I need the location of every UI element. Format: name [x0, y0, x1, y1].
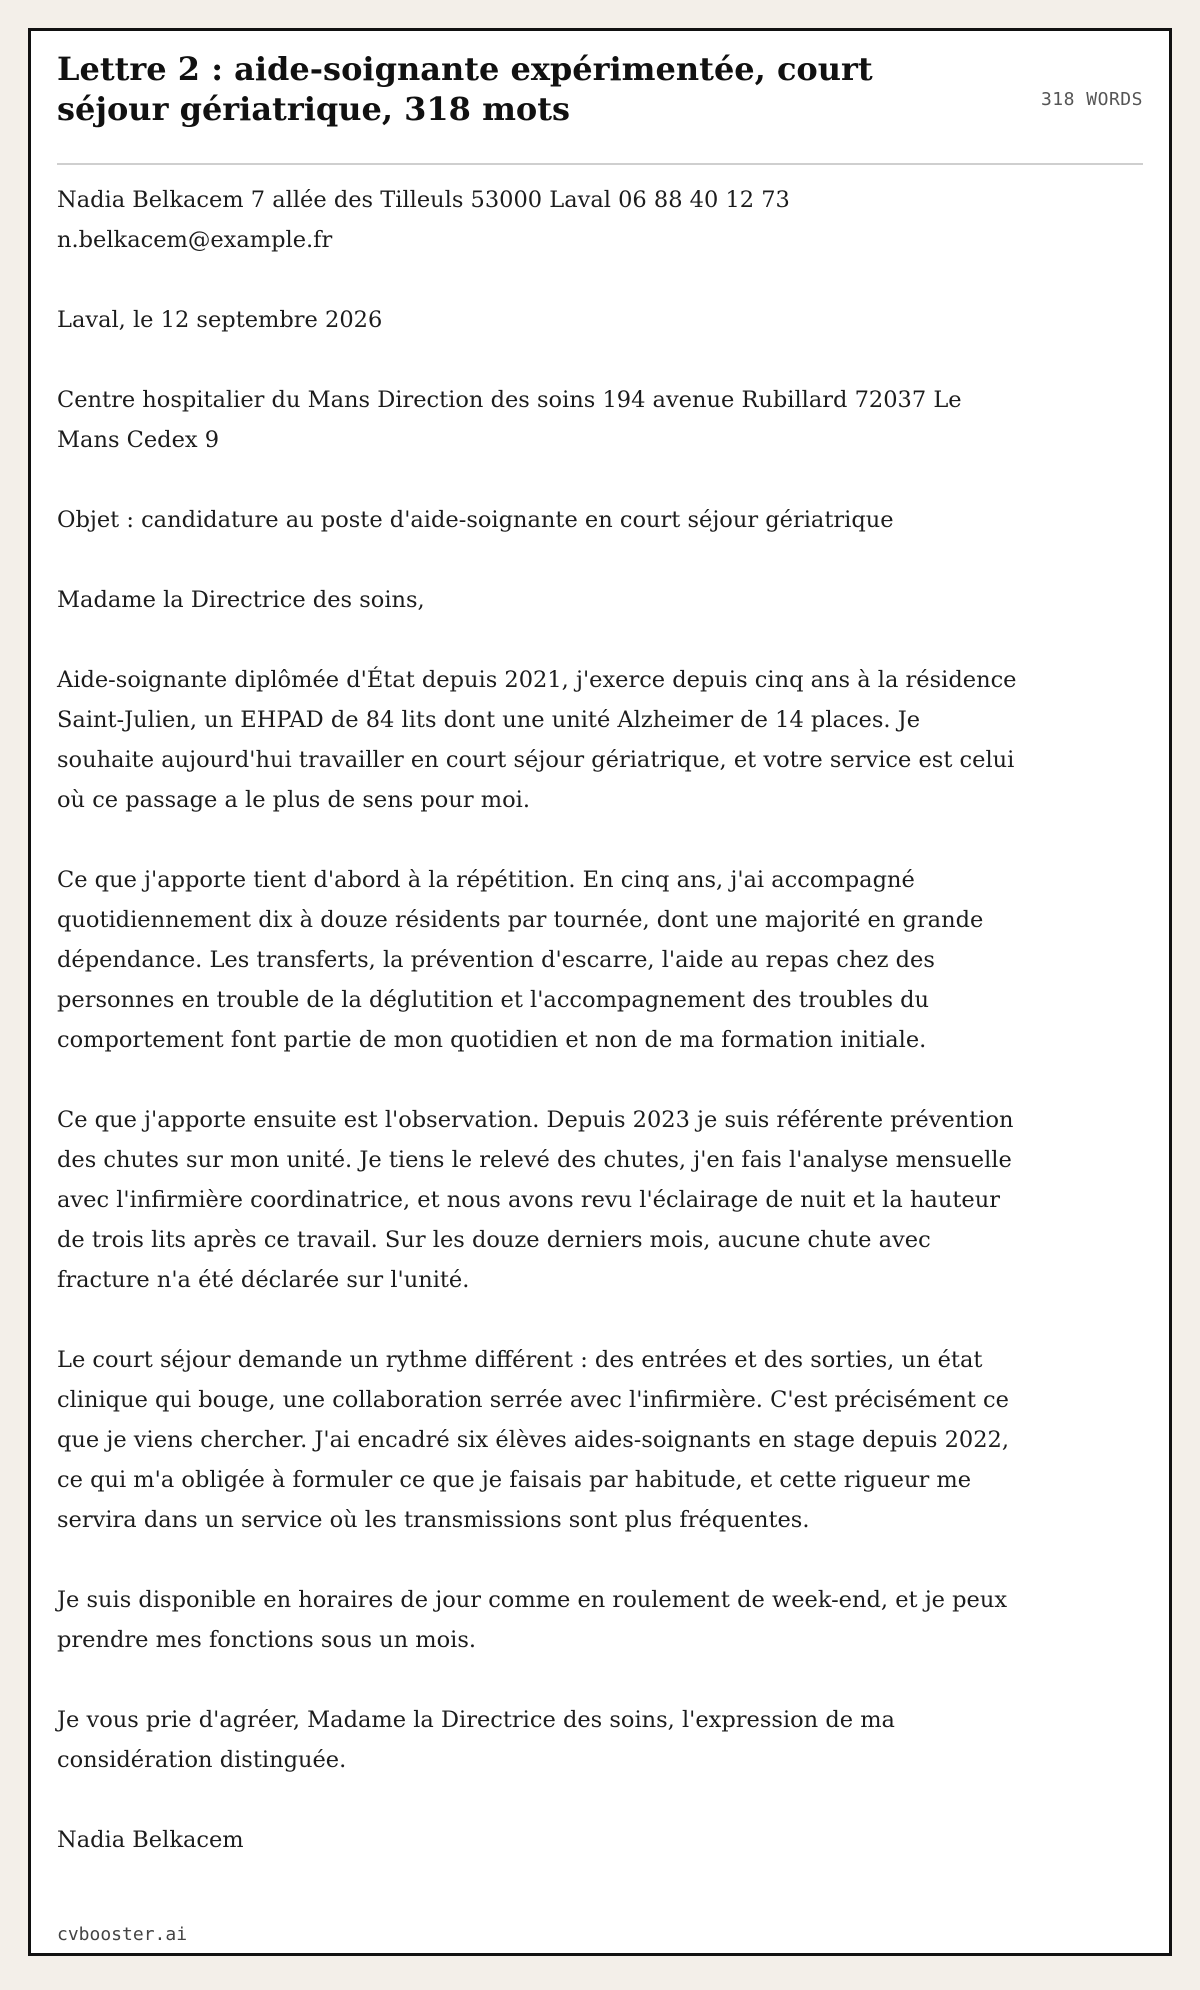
- subject-line: Objet : candidature au poste d'aide-soignante en court séjour gériatrique: [57, 507, 894, 533]
- letter-header: [57, 49, 1143, 165]
- body-paragraph-5: Je suis disponible en horaires de jour comme en roulement de week-end, et je peux prendre mes fonctions sous un mois.: [57, 1587, 1008, 1653]
- closing-formula: Je vous prie d'agréer, Madame la Directrice des soins, l'expression de ma considération distinguée.: [57, 1707, 895, 1773]
- letter-card: [28, 28, 1172, 1956]
- body-paragraph-4: Le court séjour demande un rythme différent : des entrées et des sorties, un état clinique qui bouge, une collaboration serrée avec l'infirmière. C'est précisément ce que je viens chercher. J'ai encadré six élèves aides-soignants en stage depuis 2022, ce qui m'a obligée à formuler ce que je faisais par habitude, et cette rigueur me servira dans un service où les transmissions sont plus fréquentes.: [57, 1347, 1009, 1533]
- footer-brand: cvbooster.ai: [57, 1924, 188, 1945]
- sender-block: Nadia Belkacem 7 allée des Tilleuls 53000 Laval 06 88 40 12 73 n.belkacem@example.fr: [57, 187, 790, 253]
- letter-body: [57, 180, 1017, 1860]
- salutation: Madame la Directrice des soins,: [57, 587, 425, 613]
- date-line: Laval, le 12 septembre 2026: [57, 307, 383, 333]
- letter-title: Lettre 2 : aide-soignante expérimentée, court séjour gériatrique, 318 mots: [57, 50, 873, 128]
- word-count-badge: 318 WORDS: [1040, 89, 1143, 110]
- signature: Nadia Belkacem: [57, 1827, 244, 1853]
- body-paragraph-1: Aide-soignante diplômée d'État depuis 2021, j'exerce depuis cinq ans à la résidence Saint-Julien, un EHPAD de 84 lits dont une unité Alzheimer de 14 places. Je souhaite aujourd'hui travailler en court séjour gériatrique, et votre service est celui où ce passage a le plus de sens pour moi.: [57, 667, 1017, 813]
- body-paragraph-2: Ce que j'apporte tient d'abord à la répétition. En cinq ans, j'ai accompagné quotidiennement dix à douze résidents par tournée, dont une majorité en grande dépendance. Les transferts, la prévention d'escarre, l'aide au repas chez des personnes en trouble de la déglutition et l'accompagnement des troubles du comportement font partie de mon quotidien et non de ma formation initiale.: [57, 867, 984, 1053]
- body-paragraph-3: Ce que j'apporte ensuite est l'observation. Depuis 2023 je suis référente prévention des chutes sur mon unité. Je tiens le relevé des chutes, j'en fais l'analyse mensuelle avec l'infirmière coordinatrice, et nous avons revu l'éclairage de nuit et la hauteur de trois lits après ce travail. Sur les douze derniers mois, aucune chute avec fracture n'a été déclarée sur l'unité.: [57, 1107, 1014, 1293]
- recipient-block: Centre hospitalier du Mans Direction des soins 194 avenue Rubillard 72037 Le Mans Cedex 9: [57, 387, 962, 453]
